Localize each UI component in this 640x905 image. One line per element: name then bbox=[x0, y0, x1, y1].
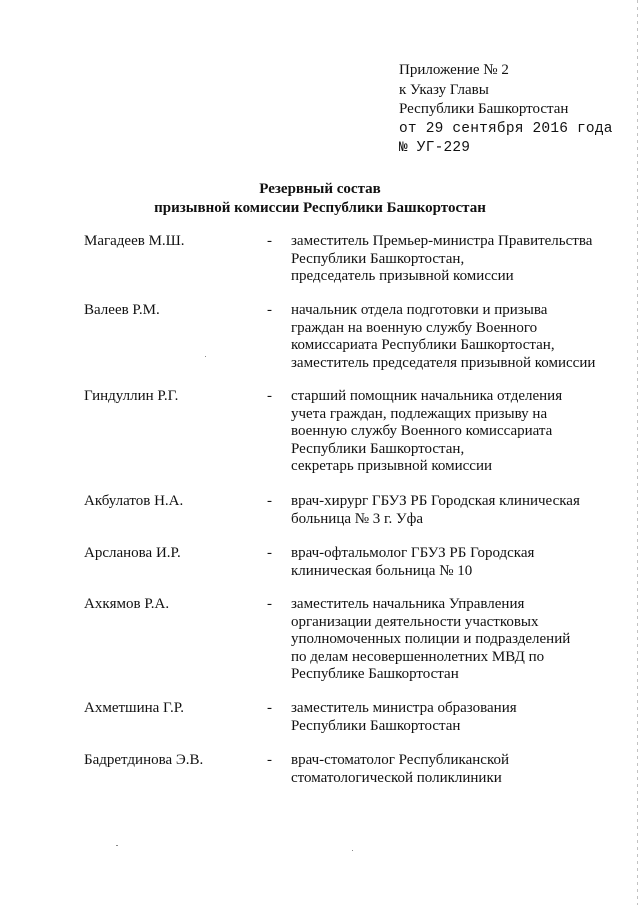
member-position-line: врач-офтальмолог ГБУЗ РБ Городская bbox=[291, 545, 535, 561]
member-position bbox=[291, 388, 621, 476]
member-name: Ахкямов Р.А. bbox=[84, 596, 170, 612]
member-position-line: стоматологической поликлиники bbox=[291, 769, 502, 786]
member-dash: - bbox=[267, 233, 272, 249]
member-position-line: заместитель Премьер-министра Правительства bbox=[291, 233, 593, 249]
scan-speck bbox=[205, 356, 206, 357]
appendix-line-number: Приложение № 2 bbox=[399, 62, 509, 78]
appendix-line-republic: Республики Башкортостан bbox=[399, 101, 569, 117]
member-position-line: старший помощник начальника отделения bbox=[291, 388, 563, 404]
member-position-line: начальник отдела подготовки и призыва bbox=[291, 302, 548, 318]
member-position-line: председатель призывной комиссии bbox=[291, 268, 514, 285]
appendix-line-decree: к Указу Главы bbox=[399, 81, 489, 98]
member-position-line: Республике Башкортостан bbox=[291, 666, 459, 683]
appendix-block bbox=[399, 61, 613, 159]
member-dash: - bbox=[267, 700, 272, 716]
member-position-line: клиническая больница № 10 bbox=[291, 562, 473, 579]
member-position-line: врач-хирург ГБУЗ РБ Городская клиническая bbox=[291, 493, 580, 509]
member-position-line: больница № 3 г. Уфа bbox=[291, 510, 424, 527]
scan-speck bbox=[352, 850, 353, 851]
member-position-line: комиссариата Республики Башкортостан, bbox=[291, 337, 555, 354]
member-position-line: учета граждан, подлежащих призыву на bbox=[291, 405, 548, 422]
member-name: Бадретдинова Э.В. bbox=[84, 752, 204, 768]
member-dash: - bbox=[267, 302, 272, 318]
member-position bbox=[291, 752, 621, 787]
member-position-line: заместитель начальника Управления bbox=[291, 596, 525, 612]
appendix-line-decree-number: № УГ-229 bbox=[399, 140, 471, 156]
appendix-line-date: от 29 сентября 2016 года bbox=[399, 120, 613, 137]
member-position bbox=[291, 493, 621, 528]
member-dash: - bbox=[267, 752, 272, 768]
member-dash: - bbox=[267, 388, 272, 404]
member-position-line: Республики Башкортостан, bbox=[291, 440, 465, 457]
scan-edge-line bbox=[637, 0, 638, 905]
title-line-1: Резервный состав bbox=[259, 181, 381, 197]
member-position bbox=[291, 596, 621, 684]
member-name: Гиндуллин Р.Г. bbox=[84, 388, 179, 404]
member-position-line: Республики Башкортостан bbox=[291, 717, 461, 734]
member-position-line: Республики Башкортостан, bbox=[291, 250, 465, 267]
member-dash: - bbox=[267, 545, 272, 561]
member-name: Валеев Р.М. bbox=[84, 302, 160, 318]
member-name: Арсланова И.Р. bbox=[84, 545, 181, 561]
title-line-2: призывной комиссии Республики Башкортостан bbox=[154, 200, 486, 216]
member-dash: - bbox=[267, 596, 272, 612]
member-position-line: врач-стоматолог Республиканской bbox=[291, 752, 510, 768]
member-position-line: организации деятельности участковых bbox=[291, 613, 539, 630]
member-position-line: граждан на военную службу Военного bbox=[291, 319, 538, 336]
member-position-line: заместитель министра образования bbox=[291, 700, 517, 716]
member-position bbox=[291, 233, 621, 286]
member-name: Акбулатов Н.А. bbox=[84, 493, 184, 509]
member-name: Магадеев М.Ш. bbox=[84, 233, 185, 249]
member-position-line: уполномоченных полиции и подразделений bbox=[291, 631, 571, 648]
member-position bbox=[291, 545, 621, 580]
member-position-line: по делам несовершеннолетних МВД по bbox=[291, 648, 545, 665]
member-name: Ахметшина Г.Р. bbox=[84, 700, 184, 716]
member-position-line: военную службу Военного комиссариата bbox=[291, 423, 553, 440]
member-position-line: заместитель председателя призывной комиссии bbox=[291, 354, 596, 371]
member-dash: - bbox=[267, 493, 272, 509]
member-position-line: секретарь призывной комиссии bbox=[291, 458, 493, 475]
document-title bbox=[0, 180, 640, 218]
scan-speck bbox=[116, 845, 118, 846]
member-position bbox=[291, 700, 621, 735]
member-position bbox=[291, 302, 621, 372]
